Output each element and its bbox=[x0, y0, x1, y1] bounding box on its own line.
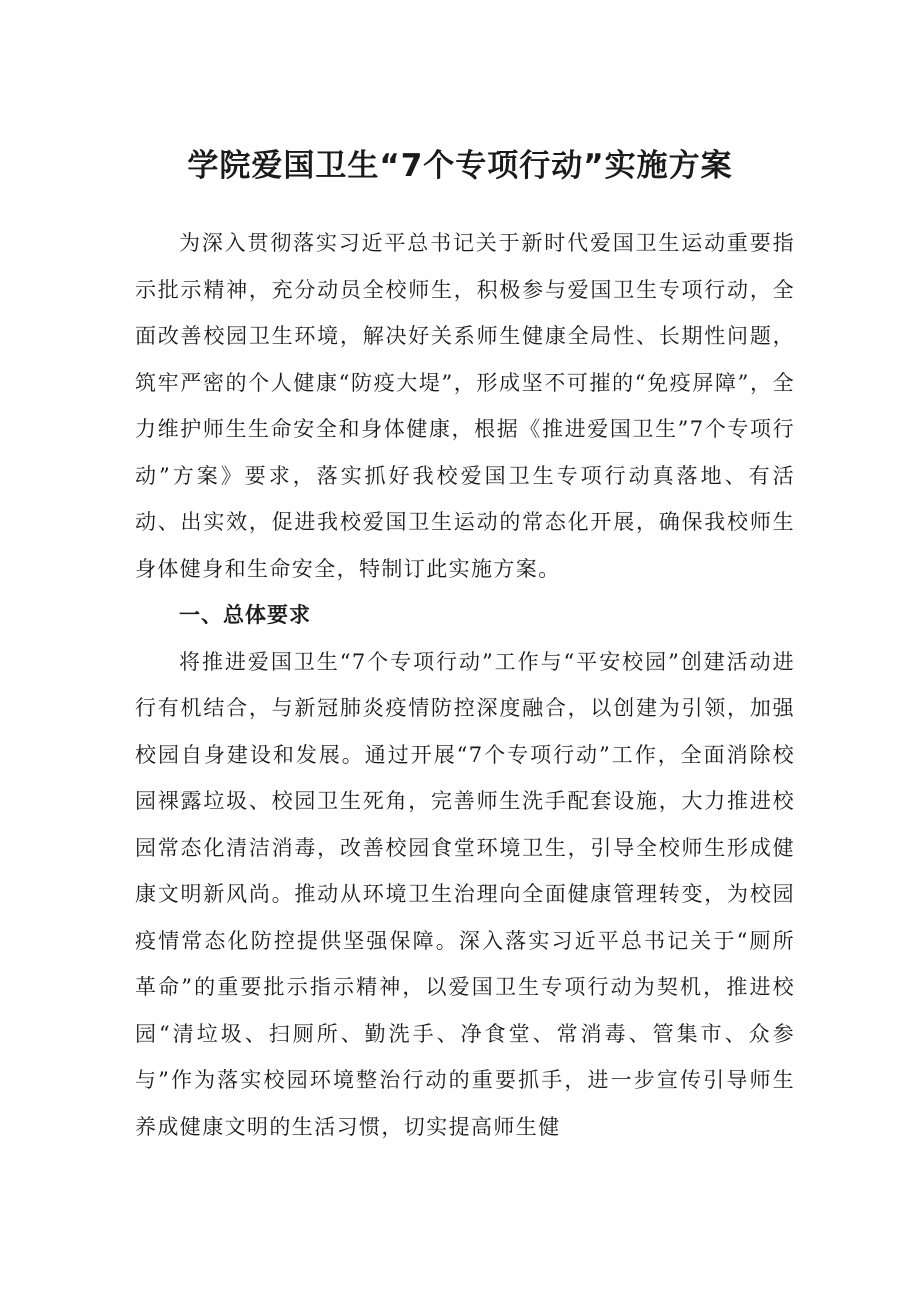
document-body bbox=[135, 220, 795, 1150]
section-heading: 一、总体要求 bbox=[179, 603, 311, 627]
document-title: 学院爱国卫生“7个专项行动”实施方案 bbox=[187, 148, 733, 184]
intro-paragraph: 为深入贯彻落实习近平总书记关于新时代爱国卫生运动重要指示批示精神，充分动员全校师生，积极参与爱国卫生专项行动，全面改善校园卫生环境，解决好关系师生健康全局性、长期性问题，筑牢严密的个人健康“防疫大堤”，形成坚不可摧的“免疫屏障”，全力维护师生生命安全和身体健康，根据《推进爱国卫生”7个专项行动”方案》要求，落实抓好我校爱国卫生专项行动真落地、有活动、出实效，促进我校爱国卫生运动的常态化开展，确保我校师生身体健身和生命安全，特制订此实施方案。 bbox=[135, 231, 795, 581]
section-paragraph: 将推进爱国卫生“7个专项行动”工作与“平安校园”创建活动进行有机结合，与新冠肺炎疫情防控深度融合，以创建为引领，加强校园自身建设和发展。通过开展“7个专项行动”工作，全面消除校园裸露垃圾、校园卫生死角，完善师生洗手配套设施，大力推进校园常态化清洁消毒，改善校园食堂环境卫生，引导全校师生形成健康文明新风尚。推动从环境卫生治理向全面健康管理转变，为校园疫情常态化防控提供坚强保障。深入落实习近平总书记关于“厕所革命”的重要批示指示精神，以爱国卫生专项行动为契机，推进校园“清垃圾、扫厕所、勤洗手、净食堂、常消毒、管集市、众参与”作为落实校园环境整治行动的重要抓手，进一步宣传引导师生养成健康文明的生活习惯，切实提高师生健 bbox=[135, 649, 795, 1139]
